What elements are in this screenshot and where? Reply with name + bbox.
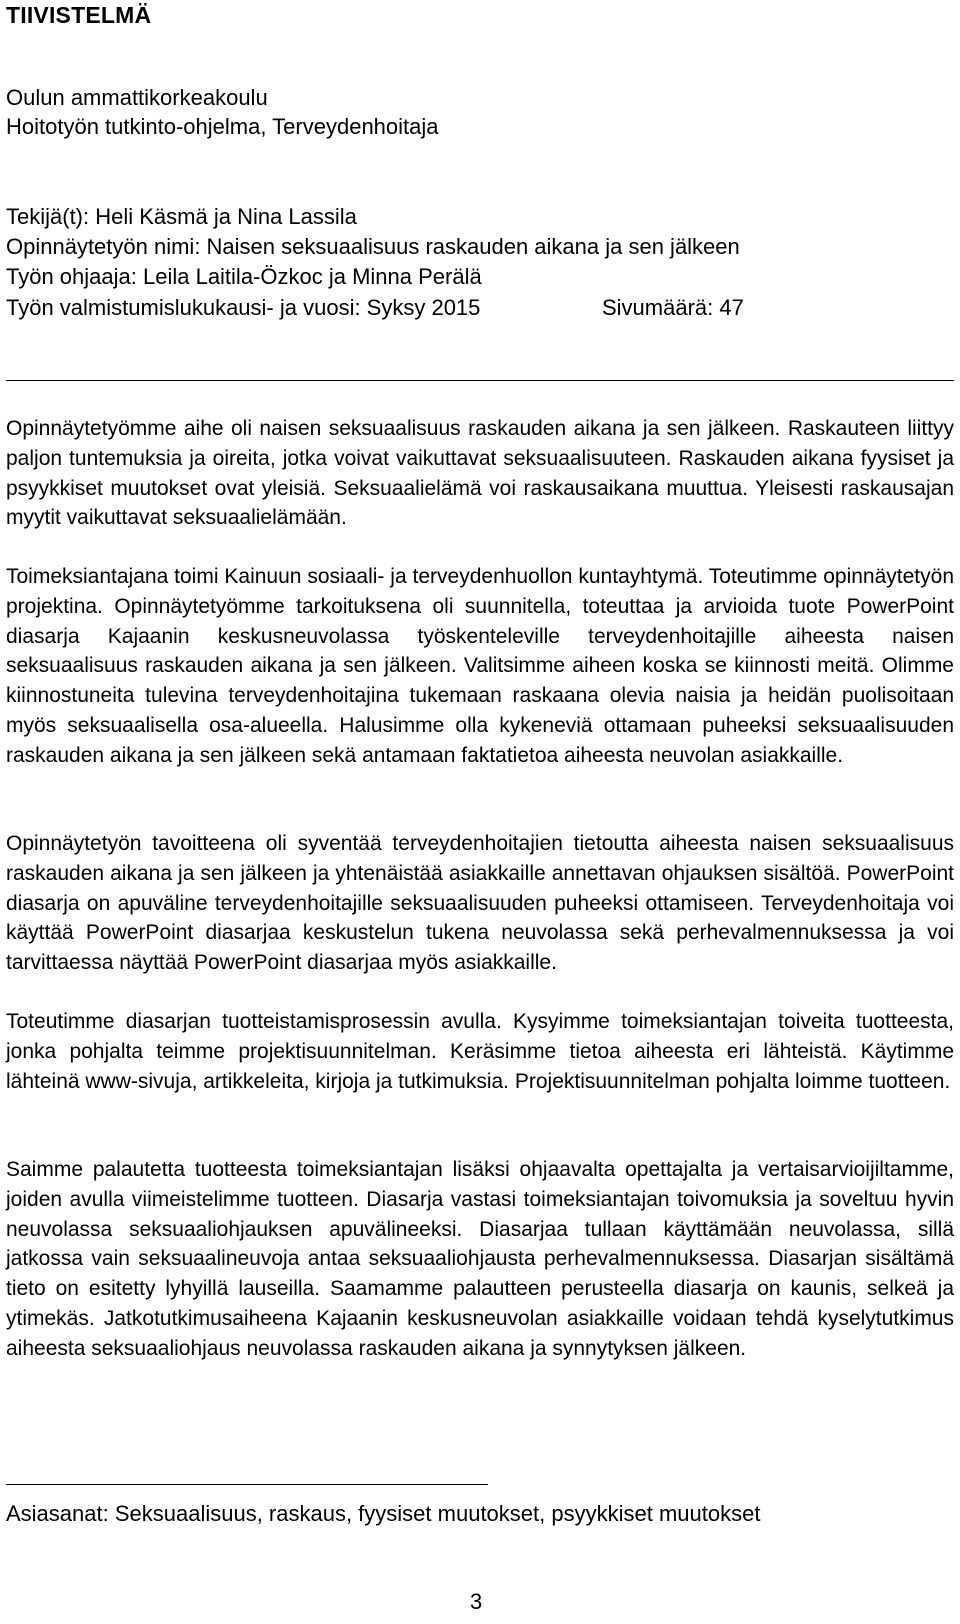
divider-bottom — [6, 1484, 488, 1485]
page-number: 3 — [470, 1589, 483, 1614]
abstract-paragraph-5: Saimme palautetta tuotteesta toimeksiantajan lisäksi ohjaavalta opettajalta ja vertaisarvioijiltamme, joiden avulla viimeistelimme tuotteen. Diasarja vastasi toimeksiantajan toivomuksia ja soveltuu hyvin neuvolassa seksuaaliohjauksen apuvälineeksi. Diasarjaa tullaan käyttämään neuvolassa, sillä jatkossa vain seksuaalineuvoja antaa seksuaaliohjausta perhevalmennuksessa. Diasarjan sisältämä tieto on esitetty lyhyillä lauseilla. Saamamme palautteen perusteella diasarja on kaunis, selkeä ja ytimekäs. Jatkotutkimusaiheena Kajaanin keskusneuvolan asiakkaille voidaan tehdä kyselytutkimus aiheesta seksuaaliohjaus neuvolassa raskauden aikana ja synnytyksen jälkeen. — [6, 1158, 954, 1360]
abstract-paragraph-3: Opinnäytetyön tavoitteena oli syventää terveydenhoitajien tietoutta aiheesta naisen seksuaalisuus raskauden aikana ja sen jälkeen ja yhtenäistää asiakkaille annettavan ohjauksen sisältöä. PowerPoint diasarja on apuväline terveydenhoitajille seksuaalisuuden puheeksi ottamiseen. Terveydenhoitaja voi käyttää PowerPoint diasarjaa keskustelun tukena neuvolassa sekä perhevalmennuksessa ja voi tarvittaessa näyttää PowerPoint diasarjaa myös asiakkaille. — [6, 832, 954, 975]
divider-top — [6, 380, 954, 381]
authors: Tekijä(t): Heli Käsmä ja Nina Lassila — [6, 204, 357, 229]
thesis-title: Opinnäytetyön nimi: Naisen seksuaalisuus raskauden aikana ja sen jälkeen — [6, 234, 740, 259]
degree-programme: Hoitotyön tutkinto-ohjelma, Terveydenhoitaja — [6, 114, 439, 139]
school-name: Oulun ammattikorkeakoulu — [6, 85, 268, 110]
page-heading: TIIVISTELMÄ — [6, 2, 152, 28]
abstract-paragraph-2: Toimeksiantajana toimi Kainuun sosiaali- ja terveydenhuollon kuntayhtymä. Toteutimme opinnäytetyön projektina. Opinnäytetyömme tarkoituksena oli suunnitella, toteuttaa ja arvioida tuote PowerPoint diasarja Kajaanin keskusneuvolassa työskenteleville terveydenhoitajille aiheesta naisen seksuaalisuus raskauden aikana ja sen jälkeen. Valitsimme aiheen koska se kiinnosti meitä. Olimme kiinnostuneita tulevina terveydenhoitajina tukemaan raskaana olevia naisia ja heidän puolisoitaan myös seksuaalisella osa-alueella. Halusimme olla kykeneviä ottamaan puheeksi seksuaalisuuden raskauden aikana ja sen jälkeen sekä antamaan faktatietoa aiheesta neuvolan asiakkaille. — [6, 565, 954, 767]
abstract-paragraph-4: Toteutimme diasarjan tuotteistamisprosessin avulla. Kysyimme toimeksiantajan toiveita tuotteesta, jonka pohjalta teimme projektisuunnitelman. Keräsimme tietoa aiheesta eri lähteistä. Käytimme lähteinä www-sivuja, artikkeleita, kirjoja ja tutkimuksia. Projektisuunnitelman pohjalta loimme tuotteen. — [6, 1010, 954, 1093]
page-count: Sivumäärä: 47 — [602, 295, 744, 320]
abstract-paragraph-1: Opinnäytetyömme aihe oli naisen seksuaalisuus raskauden aikana ja sen jälkeen. Raskauteen liittyy paljon tuntemuksia ja oireita, jotka voivat vaikuttavat seksuaalisuuteen. Raskauden aikana fyysiset ja psyykkiset muutokset ovat yleisiä. Seksuaalielämä voi raskausaikana muuttua. Yleisesti raskausajan myytit vaikuttavat seksuaalielämään. — [6, 417, 954, 530]
keywords: Asiasanat: Seksuaalisuus, raskaus, fyysiset muutokset, psyykkiset muutokset — [6, 1501, 761, 1526]
supervisors: Työn ohjaaja: Leila Laitila-Özkoc ja Minna Perälä — [6, 264, 482, 289]
completion-semester: Työn valmistumislukukausi- ja vuosi: Syksy 2015 — [6, 295, 481, 320]
